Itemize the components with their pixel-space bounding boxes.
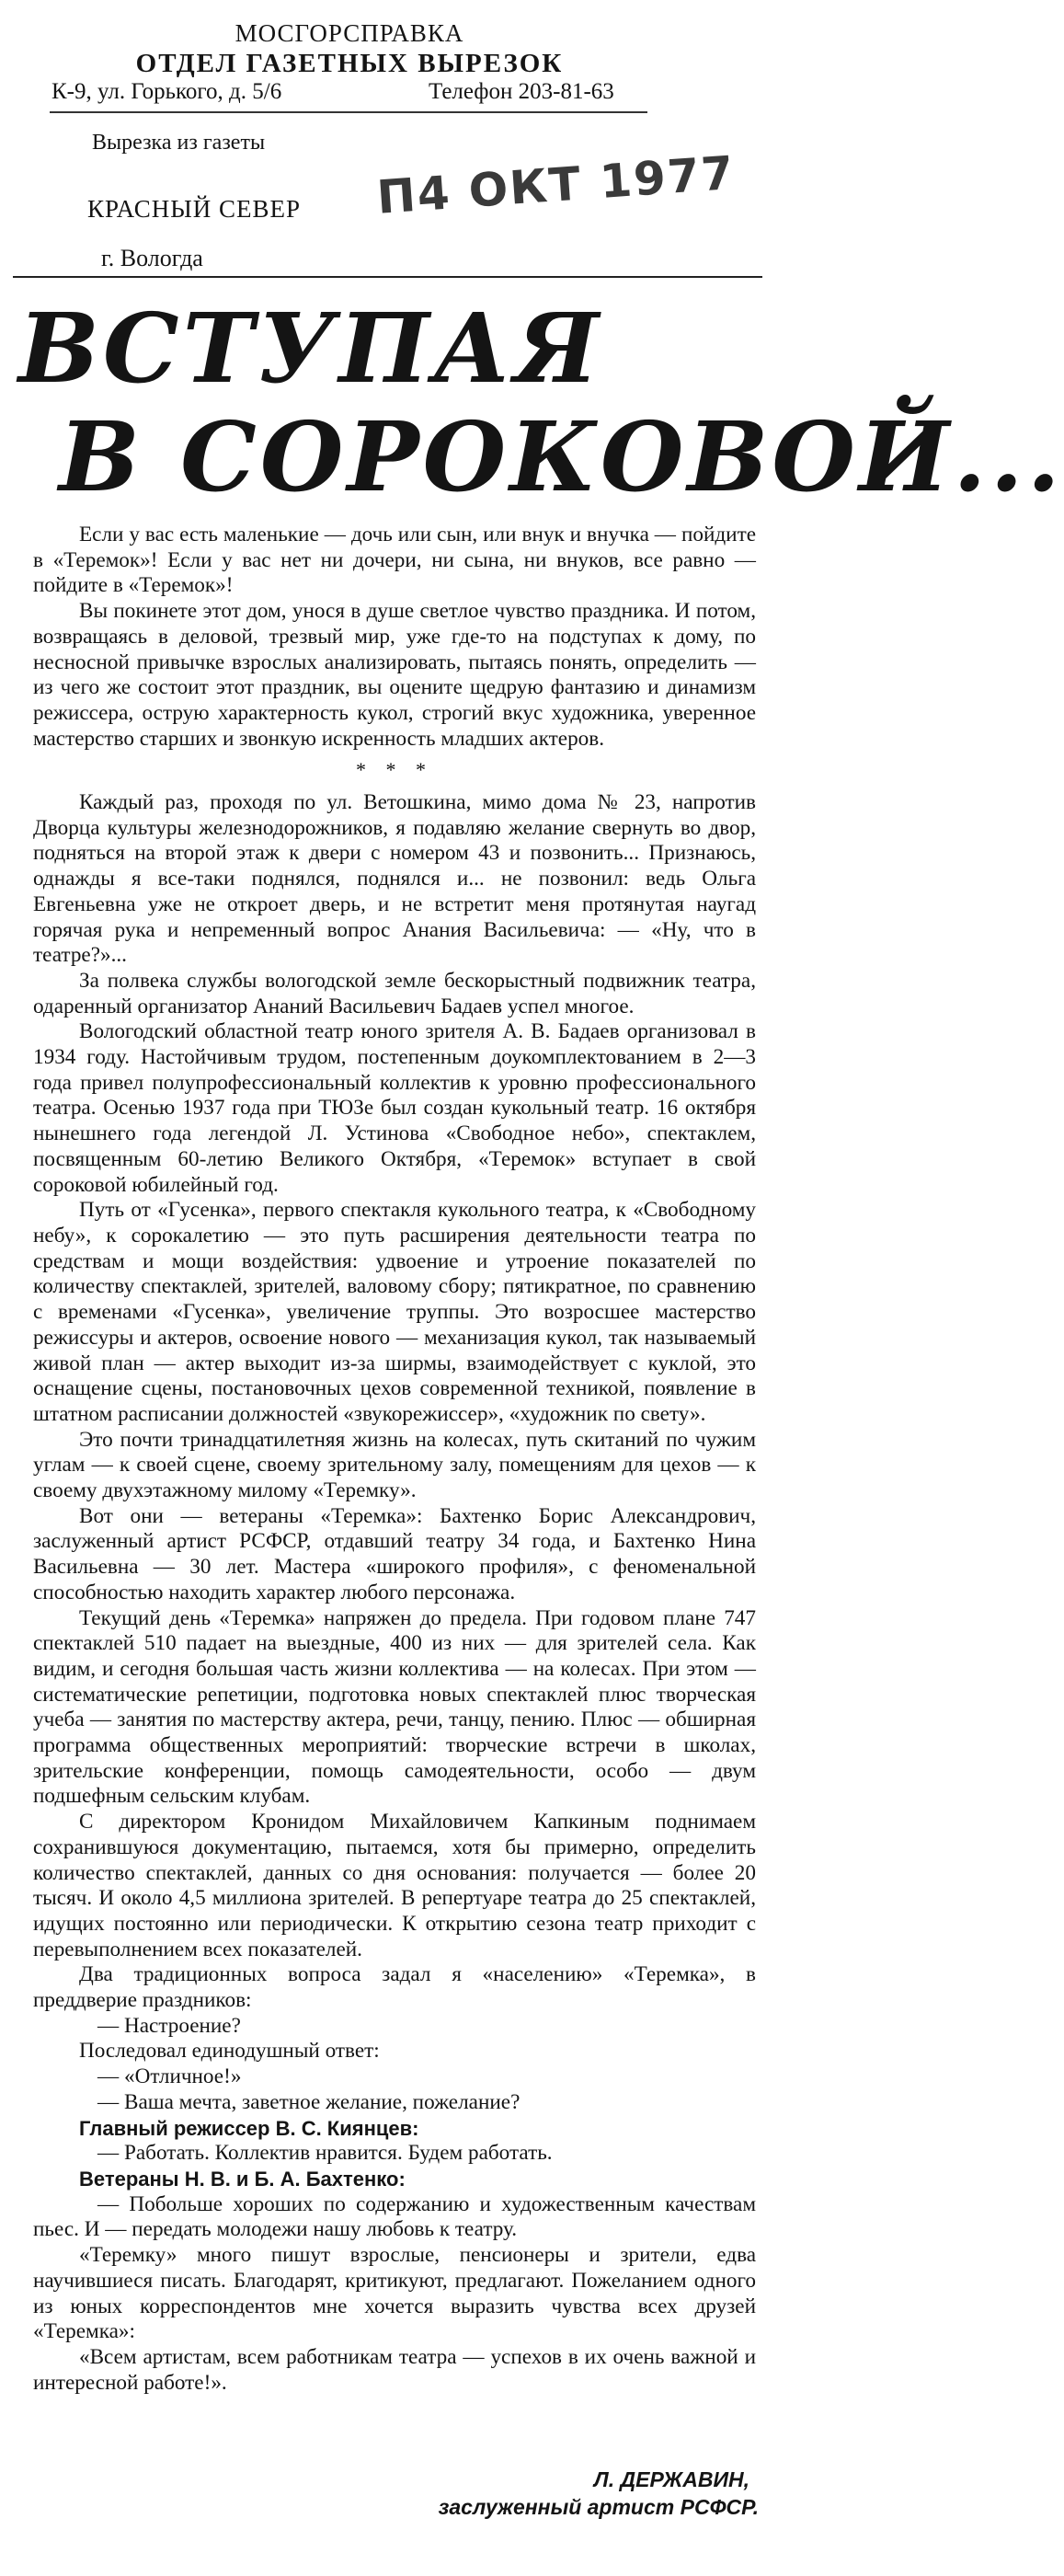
paragraph: Вы покинете этот дом, унося в душе светлое чувство праздника. И потом, возвращаясь в деловой, трезвый мир, уже где-то на подступах к дому, по несносной привычке взрослых анализировать, пытаясь понять, определить — из чего же состоит этот праздник, вы оцените щедрую фантазию и динамизм режиссера, острую характерность кукол, строгий вкус художника, уверенное мастерство старших и звонкую искренность младших актеров. <box>33 599 756 751</box>
paragraph: Если у вас есть маленькие — дочь или сын, или внук и внучка — пойдите в «Теремок»! Если у вас нет ни дочери, ни сына, ни внуков, все равно — пойдите в «Теремок»! <box>33 523 756 598</box>
paragraph: Последовал единодушный ответ: <box>79 2039 380 2064</box>
paragraph: Каждый раз, проходя по ул. Ветошкина, мимо дома № 23, напротив Дворца культуры железнодорожников, я подавляю желание свернуть во двор, подняться на второй этаж к двери с номером 43 и позвонить... Признаюсь, однажды я все-таки поднялся, поднялся и... не позвонил: ведь Ольга Евгеньевна уже не откроет дверь, и не встретит меня протянутая наугад горячая рука и непременный вопрос Анания Васильевича: — «Ну, что в театре?»... <box>33 790 756 968</box>
service-address: К-9, ул. Горького, д. 5/6 <box>51 79 282 104</box>
respondent-heading: Ветераны Н. В. и Б. А. Бахтенко: <box>79 2168 406 2191</box>
source-label: Вырезка из газеты <box>92 131 266 155</box>
paragraph: Текущий день «Теремка» напряжен до предела. При годовом плане 747 спектаклей 510 падает на выездные, 400 из них — для зрителей села. Как видим, и сегодня большая часть жизни коллектива — на колесах. При этом — систематические репетиции, подготовка новых спектаклей плюс творческая учеба — занятия по мастерству актера, речи, танцу, пению. Плюс — обширная программа общественных мероприятий: творческие встречи в школах, зрительские конференции, помощь самодеятельности, особо — двум подшефным сельским клубам. <box>33 1605 756 1809</box>
service-name: МОСГОРСПРАВКА <box>235 19 464 47</box>
newspaper-name: КРАСНЫЙ СЕВЕР <box>87 195 302 223</box>
article-headline <box>18 292 1064 513</box>
service-header <box>55 18 644 79</box>
answer-line: — Побольше хороших по содержанию и художественным качествам пьес. И — передать молодежи нашу любовь к театру. <box>33 2191 756 2242</box>
answer-line: — Работать. Коллектив нравится. Будем работать. <box>97 2141 553 2166</box>
question-line: — Настроение? <box>97 2013 241 2038</box>
article-body <box>33 523 756 2396</box>
clipping-edge <box>13 276 762 278</box>
paragraph: С директором Кронидом Михайловичем Капкиным поднимаем сохранившуюся документацию, пытаемся, хотя бы примерно, определить количество спектаклей, данных со дня основания: получается — более 20 тысяч. И около 4,5 миллиона зрителей. В репертуаре театра до 25 спектаклей, идущих постоянно или периодически. К открытию сезона театр приходит с перевыполнением всех показателей. <box>33 1810 756 1961</box>
headline-line-1: ВСТУПАЯ <box>18 292 603 405</box>
paragraph: Вологодский областной театр юного зрителя А. В. Бадаев организовал в 1934 году. Настойчивым трудом, постепенным доукомплектованием в 2—3 года привел полупрофессиональный коллектив к уровню профессионального театра. Осенью 1937 года при ТЮЗе был создан кукольный театр. 16 октября нынешнего года легендой Л. Устинова «Свободное небо», спектаклем, посвященным 60-летию Великого Октября, «Теремок» вступает в свой сороковой юбилейный год. <box>33 1019 756 1197</box>
paragraph: «Теремку» много пишут взрослые, пенсионеры и зрители, едва научившиеся писать. Благодарят, критикуют, предлагают. Пожеланием одного из юных корреспондентов мне хочется выразить чувства всех друзей «Теремка»: <box>33 2243 756 2344</box>
paragraph: За полвека службы вологодской земле бескорыстный подвижник театра, одаренный организатор Ананий Васильевич Бадаев успел многое. <box>33 968 756 1018</box>
answer-line: — «Отличное!» <box>97 2064 242 2089</box>
paragraph: Вот они — ветераны «Теремка»: Бахтенко Борис Александрович, заслуженный артист РСФСР, отдавший театру 34 года, и Бахтенко Нина Васильевна — 30 лет. Мастера «широкого профиля», с феноменальной способностью находить характер любого персонажа. <box>33 1503 756 1604</box>
service-phone: Телефон 203-81-63 <box>429 79 614 104</box>
service-department: ОТДЕЛ ГАЗЕТНЫХ ВЫРЕЗОК <box>135 49 564 78</box>
service-contacts <box>51 79 649 105</box>
header-rule <box>50 111 647 113</box>
author-title: заслуженный артист РСФСР. <box>438 2495 759 2519</box>
section-divider: * * * <box>356 758 433 782</box>
author-name: Л. ДЕРЖАВИН, <box>593 2467 749 2491</box>
paragraph: «Всем артистам, всем работникам театра — успехов в их очень важной и интересной работе!». <box>33 2344 756 2395</box>
respondent-heading: Главный режиссер В. С. Киянцев: <box>79 2116 419 2140</box>
paragraph: Два традиционных вопроса задал я «населению» «Теремка», в преддверие праздников: <box>33 1962 756 2013</box>
newspaper-city: г. Вологда <box>101 245 203 271</box>
paragraph: Это почти тринадцатилетняя жизнь на колесах, путь скитаний по чужим углам — к своей сцене, своему зрительному залу, помещениям для цехов — к своему двухэтажному милому «Теремку». <box>33 1427 756 1503</box>
question-line: — Ваша мечта, заветное желание, пожелание? <box>97 2089 521 2114</box>
date-stamp: П4 ОКТ 1977 <box>375 145 738 224</box>
headline-line-2: В СОРОКОВОЙ... <box>59 400 1064 513</box>
author-signature <box>418 2466 759 2521</box>
paragraph: Путь от «Гусенка», первого спектакля кукольного театра, к «Свободному небу», к сорокалетию — это путь расширения деятельности театра по средствам и мощи воздействия: удвоение и утроение показателей по количеству спектаклей, зрителей, валовому сбору; пятикратное, по сравнению с временами «Гусенка», увеличение труппы. Это возросшее мастерство режиссуры и актеров, освоение нового — механизация кукол, так называемый живой план — актер выходит из-за ширмы, взаимодействует с куклой, это оснащение сцены, постановочных цехов современной техникой, появление в штатном расписании должностей «звукорежиссер», «художник по свету». <box>33 1198 756 1426</box>
